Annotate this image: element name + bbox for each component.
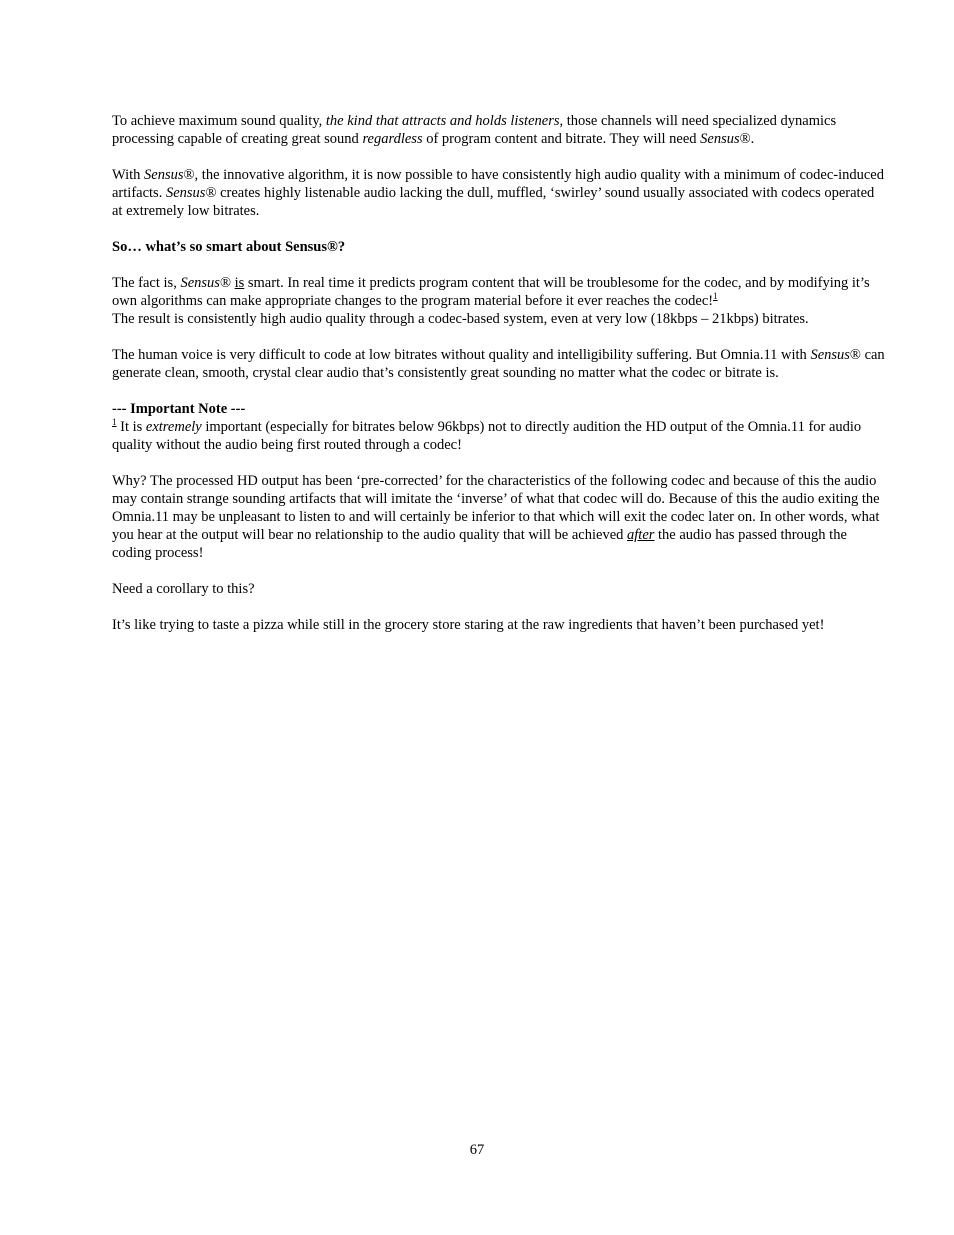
italic-run: Sensus <box>700 131 740 147</box>
paragraph-corollary: Need a corollary to this? <box>112 581 255 597</box>
italic-run: regardless <box>362 131 423 147</box>
note-title: --- Important Note --- <box>112 401 246 417</box>
italic-run: Sensus <box>180 275 220 291</box>
text-run: , those channels will need specialized dynamics processing capable of creating great sound <box>112 113 837 147</box>
footnote-reference[interactable]: 1 <box>713 291 718 302</box>
text-run: important (especially for bitrates below 96kbps) not to directly audition the HD output of the Omnia.11 for audio quality without the audio being first routed through a codec! <box>112 419 862 453</box>
text-run: Why? The processed HD output has been ‘pre-corrected’ for the characteristics of the following codec and because of this the audio may contain strange sounding artifacts that will imitate the ‘inverse’ of what that codec will do. Because of this the audio exiting the Omnia.11 may be unpleasant to listen to and will certainly be inferior to that which will exit the codec later on. In other words, what you hear at the output will bear no relationship to the audio quality that will be achieved <box>112 473 880 543</box>
paragraph-with-sensus <box>112 166 887 220</box>
italic-run: the kind that attracts and holds listeners <box>325 113 560 129</box>
page-number: 67 <box>469 1142 485 1158</box>
text-run: the audio has passed through the coding process! <box>112 527 847 561</box>
paragraph-pizza: It’s like trying to taste a pizza while still in the grocery store staring at the raw ingredients that haven’t been purchased yet! <box>112 617 825 633</box>
paragraph-sound-quality <box>112 112 887 148</box>
italic-run: Sensus <box>144 167 184 183</box>
text-run: It is <box>116 419 146 435</box>
text-run: The fact is, <box>112 275 181 291</box>
text-run: smart. In real time it predicts program content that will be troublesome for the codec, and by modifying it’s own algorithms can make appropriate changes to the program material before it ever reaches the codec! <box>112 275 870 309</box>
underlined-run: is <box>234 275 245 291</box>
body-text <box>112 112 887 652</box>
text-run: ®, the innovative algorithm, it is now possible to have consistently high audio quality with a minimum of codec-induced artifacts. <box>112 167 884 201</box>
important-note <box>112 400 887 454</box>
text-run: ® can generate clean, smooth, crystal clear audio that’s consistently great sounding no matter what the codec or bitrate is. <box>112 347 885 381</box>
text-run: With <box>112 167 145 183</box>
italic-run: Sensus <box>165 185 206 201</box>
text-run: ® creates highly listenable audio lacking the dull, muffled, ‘swirley’ sound usually associated with codecs operated at extremely low bitrates. <box>112 185 875 219</box>
footnote-marker: 1 <box>112 417 117 428</box>
text-run: The result is consistently high audio quality through a codec-based system, even at very low (18kbps – 21kbps) bitrates. <box>112 311 809 327</box>
italic-run: Sensus <box>810 347 850 363</box>
paragraph-why <box>112 472 887 562</box>
text-run: ®. <box>739 131 755 147</box>
section-heading: So… what’s so smart about Sensus®? <box>112 239 346 255</box>
text-run: of program content and bitrate. They will need <box>422 131 701 147</box>
italic-underlined-run: after <box>627 527 655 543</box>
paragraph-human-voice <box>112 346 887 382</box>
paragraph-fact <box>112 274 887 328</box>
italic-run: extremely <box>145 419 202 435</box>
text-run: The human voice is very difficult to code at low bitrates without quality and intelligibility suffering. But Omnia.11 with <box>112 347 811 363</box>
text-run: To achieve maximum sound quality, <box>112 113 326 129</box>
text-run: ® <box>219 275 235 291</box>
